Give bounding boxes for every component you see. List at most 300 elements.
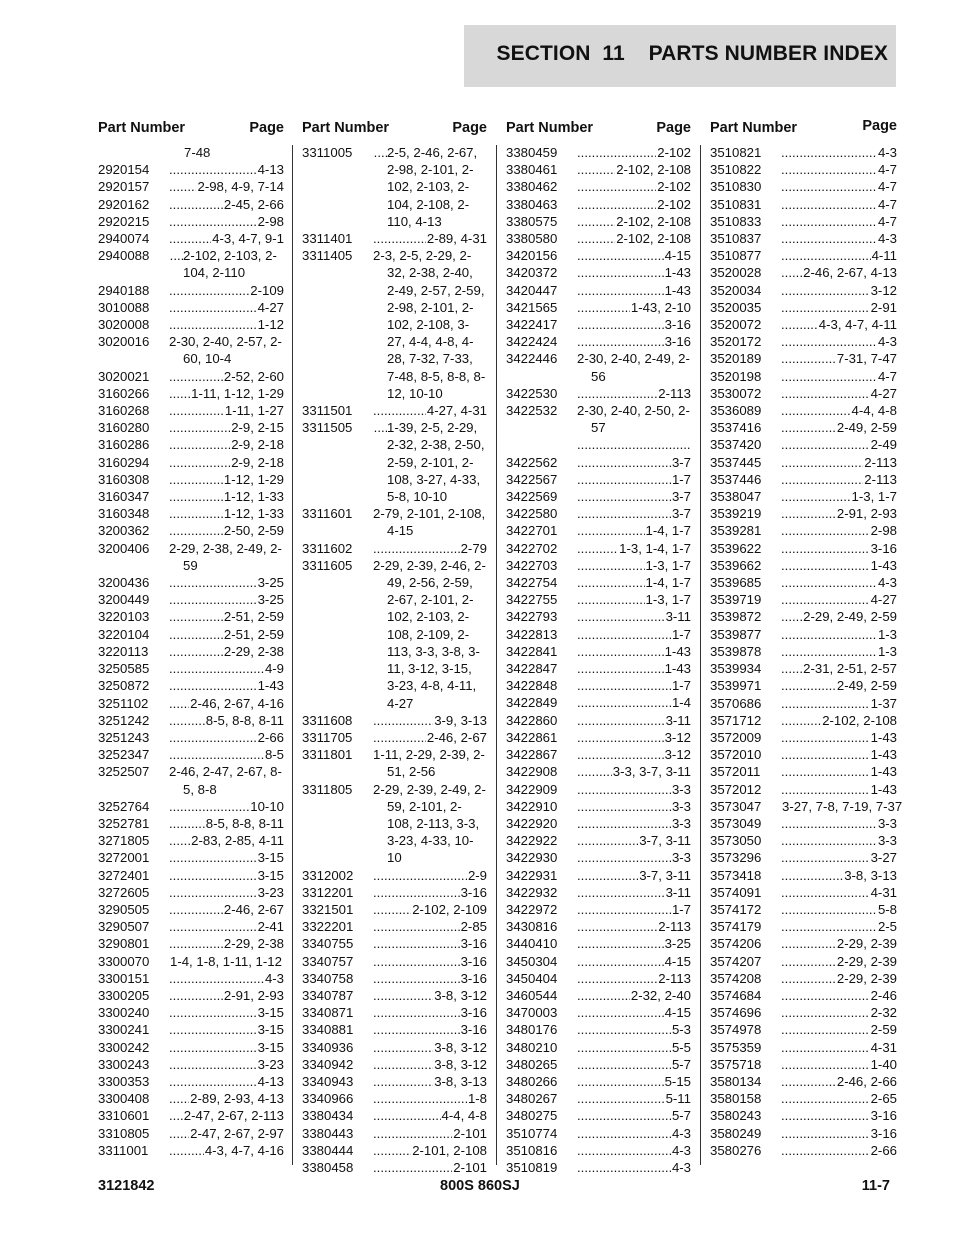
page-numbers: 2-89, 2-93, 4-13: [190, 1091, 284, 1107]
page-numbers: 4-4, 4-8: [441, 1108, 487, 1124]
page-ref: [169, 849, 284, 866]
dot-leader: [577, 1107, 671, 1124]
dot-leader: [781, 815, 877, 832]
page-numbers: 8-5, 8-8, 8-11: [205, 815, 284, 831]
page-ref: [169, 832, 284, 849]
part-number: 3580158: [710, 1091, 762, 1107]
page-numbers: 1-3, 1-4, 1-7: [619, 540, 691, 556]
page-ref: [577, 763, 691, 780]
page-numbers: 4-27: [870, 385, 897, 401]
page-ref: [577, 488, 691, 505]
index-entry: [506, 505, 691, 522]
part-number: 3422847: [506, 661, 558, 677]
dot-leader: [169, 196, 223, 213]
page-numbers: 1-12, 1-33: [223, 489, 284, 505]
page-numbers: 3-8, 3-13: [844, 867, 897, 883]
page-numbers: 1-43: [870, 729, 897, 745]
index-entry: [710, 436, 897, 453]
section-title: SECTION 11 PARTS NUMBER INDEX: [496, 42, 888, 65]
page-ref: [373, 419, 487, 505]
dot-leader: [577, 608, 665, 625]
dot-leader: [373, 402, 426, 419]
dot-leader: [373, 1004, 460, 1021]
dot-leader: [781, 832, 877, 849]
part-number: 3422860: [506, 712, 558, 728]
page-numbers: 2-113: [658, 970, 691, 986]
page-ref: [577, 1159, 691, 1176]
index-entry: [506, 832, 691, 849]
page-numbers: 2-91: [870, 299, 897, 315]
column-header: [506, 118, 691, 144]
part-number: 3422848: [506, 678, 558, 694]
index-entry: [98, 488, 284, 505]
index-entry: [98, 746, 284, 763]
dot-leader: [577, 264, 664, 281]
part-number: 2940188: [98, 282, 150, 298]
dot-leader: [781, 299, 870, 316]
dot-leader: [169, 230, 211, 247]
page-ref: [577, 849, 691, 866]
page-ref: [577, 643, 691, 660]
part-number: 3160286: [98, 437, 150, 453]
index-entry: [506, 987, 691, 1004]
page-numbers: 2-32, 2-40: [630, 987, 691, 1003]
index-entry: [506, 626, 691, 643]
part-number: 3311801: [302, 747, 353, 763]
page-numbers: 4-27, 4-31: [426, 403, 487, 419]
part-number: 3422910: [506, 798, 558, 814]
part-number: 3340757: [302, 953, 354, 969]
column-header: [710, 118, 897, 144]
dot-leader: [169, 1039, 257, 1056]
index-entry: [302, 1039, 487, 1056]
page-numbers: 2-29, 2-39: [836, 953, 897, 969]
index-entry: [710, 798, 903, 815]
part-number: 3422867: [506, 747, 558, 763]
page-numbers: 4-31: [870, 884, 897, 900]
page-ref: [169, 1090, 284, 1107]
dot-leader: [781, 1073, 836, 1090]
page-numbers: 2-29, 2-39, 2-46, 2-49, 2-56, 2-59, 2-67, 2-101, 2-102, 2-103, 2-108, 2-109, 2-113, 3-3, 3-8, 3-11, 3-12, 3-15, 3-23, 4-8, 4-11, 4-27: [373, 557, 486, 711]
page-numbers: 2-9, 2-18: [231, 437, 284, 453]
page-numbers: 2-45, 2-66: [223, 196, 284, 212]
index-entry: [710, 1107, 897, 1124]
page-ref: [169, 402, 284, 419]
index-entry: [98, 144, 284, 161]
index-entry: [710, 419, 897, 436]
index-entry: [98, 385, 284, 402]
part-number: 3480265: [506, 1056, 558, 1072]
dot-leader: [577, 677, 671, 694]
part-number: 3510833: [710, 213, 762, 229]
index-entry: [506, 178, 691, 195]
page-ref: [169, 763, 284, 797]
part-number: 3510831: [710, 196, 762, 212]
index-entry: [710, 247, 897, 264]
page-ref: [781, 247, 897, 264]
page-ref: [169, 918, 284, 935]
column-divider: [700, 145, 701, 1165]
page-ref: [781, 746, 897, 763]
page-ref: [373, 557, 487, 712]
page-ref: [781, 471, 897, 488]
page-numbers: 2-29, 2-38, 2-49, 2-59: [169, 540, 282, 573]
page-ref: [169, 626, 284, 643]
part-number: 3572009: [710, 729, 762, 745]
part-number: 3422417: [506, 317, 558, 333]
page-ref: [781, 1039, 897, 1056]
page-numbers: 4-3: [671, 1125, 691, 1141]
part-number: 3300242: [98, 1039, 150, 1055]
page-ref: [781, 454, 897, 471]
page-numbers: 2-32: [870, 1005, 897, 1021]
index-entry: [710, 660, 897, 677]
index-entry: [506, 935, 691, 952]
dot-leader: [577, 867, 638, 884]
index-entry: [710, 333, 897, 350]
page-numbers: 3-25: [257, 575, 284, 591]
index-entry: [302, 1107, 487, 1124]
part-number: 3422446: [506, 351, 558, 367]
index-entry: [506, 333, 691, 350]
index-entry: [710, 695, 897, 712]
index-entry: [98, 884, 284, 901]
part-number: 3430816: [506, 919, 558, 935]
index-entry: [710, 557, 897, 574]
part-number: 3200362: [98, 523, 150, 539]
part-number: 3422701: [506, 523, 558, 539]
dot-leader: [577, 746, 664, 763]
page-numbers: 2-85: [460, 919, 487, 935]
dot-leader: [169, 935, 223, 952]
dot-leader: [781, 350, 836, 367]
page-numbers: 1-12, 1-33: [223, 506, 284, 522]
index-entry: [506, 901, 691, 918]
dot-leader: [781, 695, 870, 712]
dot-leader: [577, 1090, 665, 1107]
index-entry: [506, 1125, 691, 1142]
part-number: 3252764: [98, 798, 150, 814]
page-numbers: 3-16: [460, 884, 487, 900]
part-number: 3573050: [710, 833, 762, 849]
index-column-2: [302, 118, 487, 1176]
index-entry: [710, 385, 897, 402]
page-ref: [577, 454, 691, 471]
part-number: 3380434: [302, 1108, 354, 1124]
page-numbers: 1-3, 1-7: [851, 489, 897, 505]
index-entry: [506, 540, 691, 557]
page-ref: [577, 402, 691, 436]
index-entry: [302, 953, 487, 970]
page-ref: [169, 953, 284, 970]
page-ref: [169, 436, 284, 453]
part-number: 3160266: [98, 385, 150, 401]
page-ref: [781, 196, 897, 213]
index-entry: [506, 196, 691, 213]
dot-leader: [577, 935, 664, 952]
page-ref: [781, 299, 897, 316]
part-number: 3422424: [506, 334, 558, 350]
page-ref: [781, 574, 897, 591]
dot-leader: [781, 385, 870, 402]
dot-leader: [781, 781, 870, 798]
dot-leader: [781, 419, 836, 436]
index-entry: [506, 1090, 691, 1107]
part-number: 3422908: [506, 764, 558, 780]
dot-leader: [577, 333, 664, 350]
index-entry: [710, 626, 897, 643]
page-ref: [169, 935, 284, 952]
part-number: 3440410: [506, 936, 558, 952]
part-number: 3311401: [302, 231, 353, 247]
dot-leader: [169, 316, 257, 333]
index-entry: [302, 505, 487, 539]
part-number: 3510837: [710, 231, 762, 247]
part-number: 3510774: [506, 1125, 558, 1141]
page-ref: [781, 436, 897, 453]
index-entry: [98, 798, 284, 815]
index-entry: [710, 763, 897, 780]
index-entry: [302, 1056, 487, 1073]
part-number: 3422972: [506, 901, 558, 917]
index-entry: [98, 901, 284, 918]
page-numbers: 2-46, 2-67, 4-16: [190, 695, 284, 711]
part-number: 3340758: [302, 970, 354, 986]
page-numbers: 3-15: [257, 850, 284, 866]
page-numbers: 2-49: [870, 437, 897, 453]
page-numbers: 1-43: [664, 282, 691, 298]
index-entry: [98, 540, 284, 574]
part-number: 3574978: [710, 1022, 762, 1038]
index-entry: [506, 918, 691, 935]
dot-leader: [169, 522, 223, 539]
dot-leader: [781, 230, 877, 247]
page-ref: [169, 746, 284, 763]
part-number: 3160294: [98, 454, 150, 470]
index-entry: [506, 970, 691, 987]
page-numbers: 8-5: [264, 747, 284, 763]
page-numbers: 4-9: [264, 661, 284, 677]
dot-leader: [169, 660, 264, 677]
index-entry: [506, 643, 691, 660]
dot-leader: [781, 213, 877, 230]
page-ref: [781, 643, 897, 660]
page-numbers: 3-3: [671, 815, 691, 831]
dot-leader: [169, 1073, 257, 1090]
page-ref: [577, 385, 691, 402]
dot-leader: [169, 677, 257, 694]
dot-leader: [577, 1039, 671, 1056]
page-ref: [781, 712, 897, 729]
index-entry: [506, 591, 691, 608]
page-numbers: 3-3: [671, 781, 691, 797]
part-number: [98, 144, 169, 161]
page-numbers: 3-12: [664, 747, 691, 763]
page-ref: [577, 987, 691, 1004]
page-ref: [577, 540, 691, 557]
part-number: 3422580: [506, 506, 558, 522]
page-numbers: 4-13: [257, 162, 284, 178]
part-number: 3311601: [302, 506, 353, 522]
dot-leader: [373, 1039, 433, 1056]
dot-leader: [577, 970, 657, 987]
index-entry: [710, 282, 897, 299]
index-entry: [98, 436, 284, 453]
index-entry: [506, 815, 691, 832]
index-entry: [710, 402, 897, 419]
index-entry: [98, 953, 284, 970]
dot-leader: [169, 987, 223, 1004]
page-numbers: 3-27: [870, 850, 897, 866]
page-numbers: 4-11: [871, 248, 897, 264]
page-ref: [169, 1021, 284, 1038]
index-entry: [98, 867, 284, 884]
dot-leader: [781, 763, 870, 780]
dot-leader: [169, 488, 223, 505]
part-number: 3510830: [710, 179, 762, 195]
dot-leader: [781, 557, 870, 574]
dot-leader: [781, 402, 851, 419]
page-ref: [781, 385, 897, 402]
part-number: 3380462: [506, 179, 558, 195]
index-entry: [710, 987, 897, 1004]
page-ref: [577, 953, 691, 970]
dot-leader: [781, 867, 843, 884]
page-ref: [169, 608, 284, 625]
part-number: 3470003: [506, 1005, 558, 1021]
dot-leader: [781, 677, 836, 694]
index-entry: [98, 282, 284, 299]
page-ref: [781, 230, 897, 247]
page-numbers: 1-4: [671, 695, 691, 711]
dot-leader: [781, 712, 821, 729]
page-ref: [169, 1125, 284, 1142]
page-ref: [577, 264, 691, 281]
page-numbers: 4-7: [877, 196, 897, 212]
part-number: 3422932: [506, 884, 558, 900]
page-ref: [169, 316, 284, 333]
part-number: 3571712: [710, 712, 762, 728]
index-entry: [98, 574, 284, 591]
dot-leader: [577, 436, 690, 453]
page-numbers: 3-7, 3-11: [639, 833, 691, 849]
page-ref: [577, 316, 691, 333]
page-ref: [169, 299, 284, 316]
index-entry: [710, 213, 897, 230]
index-entry: [98, 230, 284, 247]
page-numbers: 2-79: [460, 540, 487, 556]
page-ref: [577, 832, 691, 849]
part-number: 3272001: [98, 850, 150, 866]
index-entry: [98, 729, 284, 746]
part-number: 3450304: [506, 953, 558, 969]
page-ref: [577, 1056, 691, 1073]
page-ref: [373, 1090, 487, 1107]
page-ref: [577, 333, 691, 350]
page-numbers: 4-3: [877, 575, 897, 591]
page-ref: [577, 471, 691, 488]
page-numbers: 3-23: [257, 1056, 284, 1072]
part-number: 3537446: [710, 471, 762, 487]
page-ref: [373, 987, 487, 1004]
section-banner: [464, 25, 896, 87]
part-number: 3300243: [98, 1056, 150, 1072]
index-entry: [302, 884, 487, 901]
dot-leader: [373, 729, 426, 746]
page-ref: [577, 144, 691, 161]
page-ref: [781, 368, 897, 385]
index-entry: [710, 970, 897, 987]
dot-leader: [169, 608, 223, 625]
part-number: 3380443: [302, 1125, 354, 1141]
part-number: 2940088: [98, 248, 150, 264]
part-number: 2920215: [98, 213, 150, 229]
dot-leader: [169, 161, 257, 178]
index-entry: [710, 815, 897, 832]
page-numbers: 2-102, 2-103, 2-104, 2-110: [183, 248, 277, 281]
page-numbers: 1-3: [877, 643, 897, 659]
page-numbers: 4-3: [264, 970, 284, 986]
page-ref: [781, 626, 897, 643]
page-ref: [169, 213, 284, 230]
dot-leader: [169, 695, 189, 712]
index-entry: [710, 1142, 897, 1159]
page-numbers: 4-27: [257, 299, 284, 315]
part-number: 3251243: [98, 729, 150, 745]
part-number: 2920157: [98, 179, 150, 195]
page-ref: [373, 505, 487, 539]
page-numbers: 4-7: [877, 179, 897, 195]
part-number: 3220103: [98, 609, 150, 625]
page-ref: [577, 1039, 691, 1056]
part-number: 3300151: [98, 970, 150, 986]
part-number-heading: Part Number: [302, 120, 390, 136]
dot-leader: [169, 798, 249, 815]
index-entry: [710, 230, 897, 247]
page-ref: [169, 591, 284, 608]
page-heading: Page: [452, 120, 487, 136]
page-numbers: 2-47, 2-67, 2-97: [190, 1125, 284, 1141]
part-number: 3271805: [98, 833, 150, 849]
part-number: 3539219: [710, 506, 762, 522]
part-number: 3200406: [98, 540, 150, 556]
page-numbers: 2-9: [467, 867, 487, 883]
page-numbers: 5-7: [671, 1056, 691, 1072]
part-number: 3250585: [98, 661, 150, 677]
page-numbers: 1-40: [870, 1056, 897, 1072]
page-ref: [781, 798, 903, 815]
page-numbers: 1-3, 1-7: [645, 592, 691, 608]
dot-leader: [781, 1056, 870, 1073]
index-entry: [506, 454, 691, 471]
page-ref: [373, 884, 487, 901]
page-ref: [577, 918, 691, 935]
page-ref: [781, 333, 897, 350]
dot-leader: [373, 901, 411, 918]
index-entry: [506, 660, 691, 677]
dot-leader: [169, 247, 183, 264]
index-entry: [506, 867, 691, 884]
index-entry: [302, 557, 487, 712]
page-ref: [577, 282, 691, 299]
part-number: 3538047: [710, 489, 762, 505]
dot-leader: [781, 1142, 870, 1159]
part-number: 3422849: [506, 695, 558, 711]
page-numbers: 1-11, 2-29, 2-39, 2-51, 2-56: [373, 747, 485, 780]
page-numbers: 2-9, 2-18: [231, 454, 284, 470]
dot-leader: [781, 1004, 870, 1021]
page-numbers: 2-46: [870, 987, 897, 1003]
